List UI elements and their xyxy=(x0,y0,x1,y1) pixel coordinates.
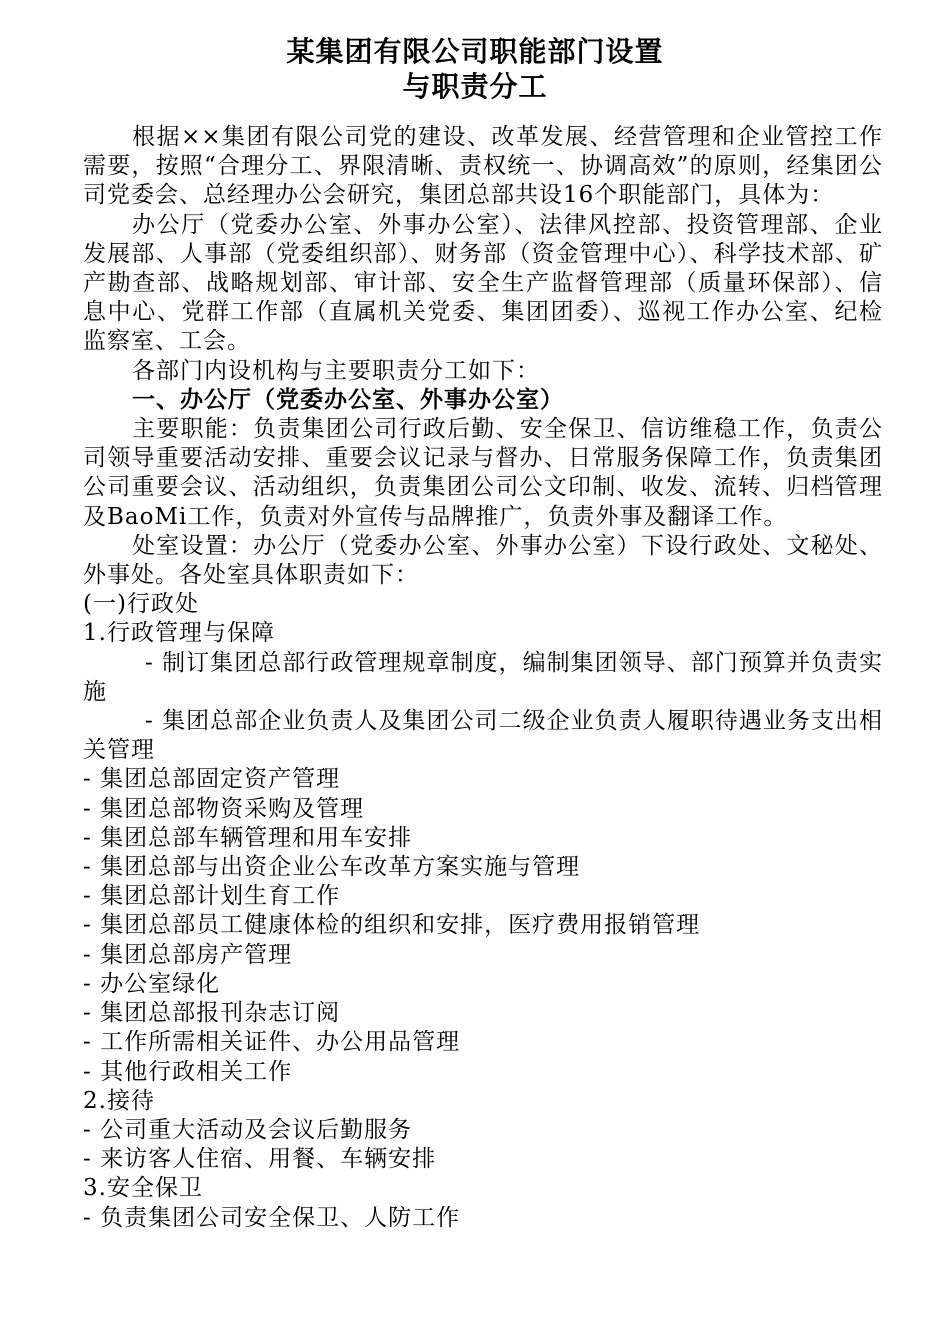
item-heading: 3.安全保卫 xyxy=(83,1175,203,1202)
document-body xyxy=(83,123,883,1233)
duty-item: - 集团总部员工健康体检的组织和安排，医疗费用报销管理 xyxy=(83,912,701,939)
duty-item: - 制订集团总部行政管理规章制度，编制集团领导、部门预算并负责实施 xyxy=(83,649,883,705)
duty-item: - 工作所需相关证件、办公用品管理 xyxy=(83,1029,461,1056)
duty-item: - 公司重大活动及会议后勤服务 xyxy=(83,1116,413,1143)
item-heading: 2.接待 xyxy=(83,1087,155,1114)
duty-item: - 其他行政相关工作 xyxy=(83,1058,293,1085)
section-heading: 一、办公厅（党委办公室、外事办公室） xyxy=(132,386,564,413)
offices-paragraph: 处室设置：办公厅（党委办公室、外事办公室）下设行政处、文秘处、外事处。各处室具体职责如下： xyxy=(83,532,883,589)
departments-paragraph: 办公厅（党委办公室、外事办公室）、法律风控部、投资管理部、企业发展部、人事部（党委组织部）、财务部（资金管理中心）、科学技术部、矿产勘查部、战略规划部、审计部、安全生产监督管理部（质量环保部）、信息中心、党群工作部（直属机关党委、集团团委）、巡视工作办公室、纪检监察室、工会。 xyxy=(83,211,883,355)
duty-item: - 集团总部企业负责人及集团公司二级企业负责人履职待遇业务支出相关管理 xyxy=(83,708,883,764)
duty-item: - 集团总部与出资企业公车改革方案实施与管理 xyxy=(83,854,581,881)
document-title-line2: 与职责分工 xyxy=(402,70,548,103)
item-heading: 1.行政管理与保障 xyxy=(83,620,275,647)
duty-item: - 负责集团公司安全保卫、人防工作 xyxy=(83,1204,461,1231)
subsection-heading: (一)行政处 xyxy=(83,591,199,618)
document-title-line1: 某集团有限公司职能部门设置 xyxy=(286,35,664,68)
duty-item: - 办公室绿化 xyxy=(83,970,221,997)
duty-item: - 集团总部物资采购及管理 xyxy=(83,795,365,822)
duty-item: - 集团总部车辆管理和用车安排 xyxy=(83,824,413,851)
intro-paragraph: 根据××集团有限公司党的建设、改革发展、经营管理和企业管控工作需要，按照“合理分工、界限清晰、责权统一、协调高效”的原则，经集团公司党委会、总经理办公会研究，集团总部共设16个职能部门，具体为： xyxy=(83,124,883,209)
duty-item: - 来访客人住宿、用餐、车辆安排 xyxy=(83,1146,437,1173)
duty-item: - 集团总部房产管理 xyxy=(83,941,293,968)
lead-paragraph: 各部门内设机构与主要职责分工如下： xyxy=(132,357,540,384)
duty-item: - 集团总部报刊杂志订阅 xyxy=(83,1000,341,1027)
duty-item: - 集团总部固定资产管理 xyxy=(83,766,341,793)
duty-item: - 集团总部计划生育工作 xyxy=(83,883,341,910)
functions-paragraph: 主要职能：负责集团公司行政后勤、安全保卫、信访维稳工作，负责公司领导重要活动安排、重要会议记录与督办、日常服务保障工作，负责集团公司重要会议、活动组织，负责集团公司公文印制、收发、流转、归档管理及BaoMi工作，负责对外宣传与品牌推广，负责外事及翻译工作。 xyxy=(83,416,883,530)
